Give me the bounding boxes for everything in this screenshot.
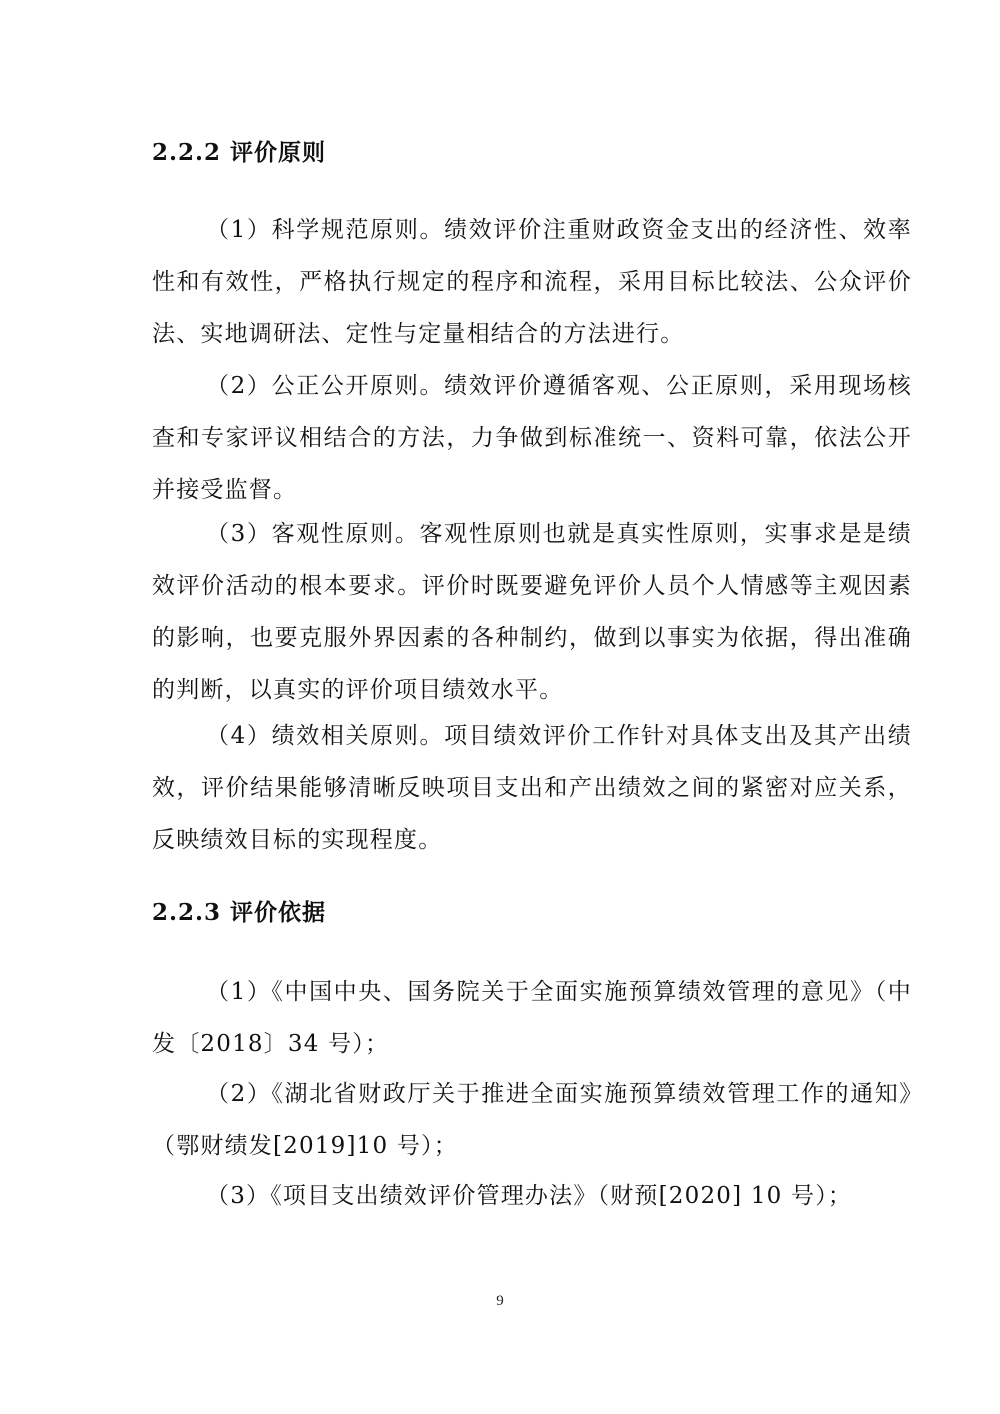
paragraph-principle-2: （2）公正公开原则。绩效评价遵循客观、公正原则，采用现场核查和专家评议相结合的方法，力争做到标准统一、资料可靠，依法公开并接受监督。 [152, 373, 912, 503]
page-number: 9 [496, 1293, 504, 1309]
paragraph-principle-4: （4）绩效相关原则。项目绩效评价工作针对具体支出及其产出绩效，评价结果能够清晰反映项目支出和产出绩效之间的紧密对应关系，反映绩效目标的实现程度。 [152, 723, 912, 853]
section-heading-evaluation-principles: 2.2.2 评价原则 [152, 139, 327, 166]
paragraph-principle-3: （3）客观性原则。客观性原则也就是真实性原则，实事求是是绩效评价活动的根本要求。评价时既要避免评价人员个人情感等主观因素的影响，也要克服外界因素的各种制约，做到以事实为依据，得出准确的判断，以真实的评价项目绩效水平。 [152, 521, 912, 703]
paragraph-basis-2: （2）《湖北省财政厅关于推进全面实施预算绩效管理工作的通知》（鄂财绩发[2019]10 号）； [152, 1081, 912, 1159]
paragraph-basis-3: （3）《项目支出绩效评价管理办法》（财预[2020] 10 号）； [206, 1183, 853, 1209]
section-heading-evaluation-basis: 2.2.3 评价依据 [152, 899, 327, 926]
paragraph-basis-1: （1）《中国中央、国务院关于全面实施预算绩效管理的意见》（中发〔2018〕34 号）； [152, 979, 912, 1057]
paragraph-principle-1: （1）科学规范原则。绩效评价注重财政资金支出的经济性、效率性和有效性，严格执行规定的程序和流程，采用目标比较法、公众评价法、实地调研法、定性与定量相结合的方法进行。 [152, 217, 912, 347]
